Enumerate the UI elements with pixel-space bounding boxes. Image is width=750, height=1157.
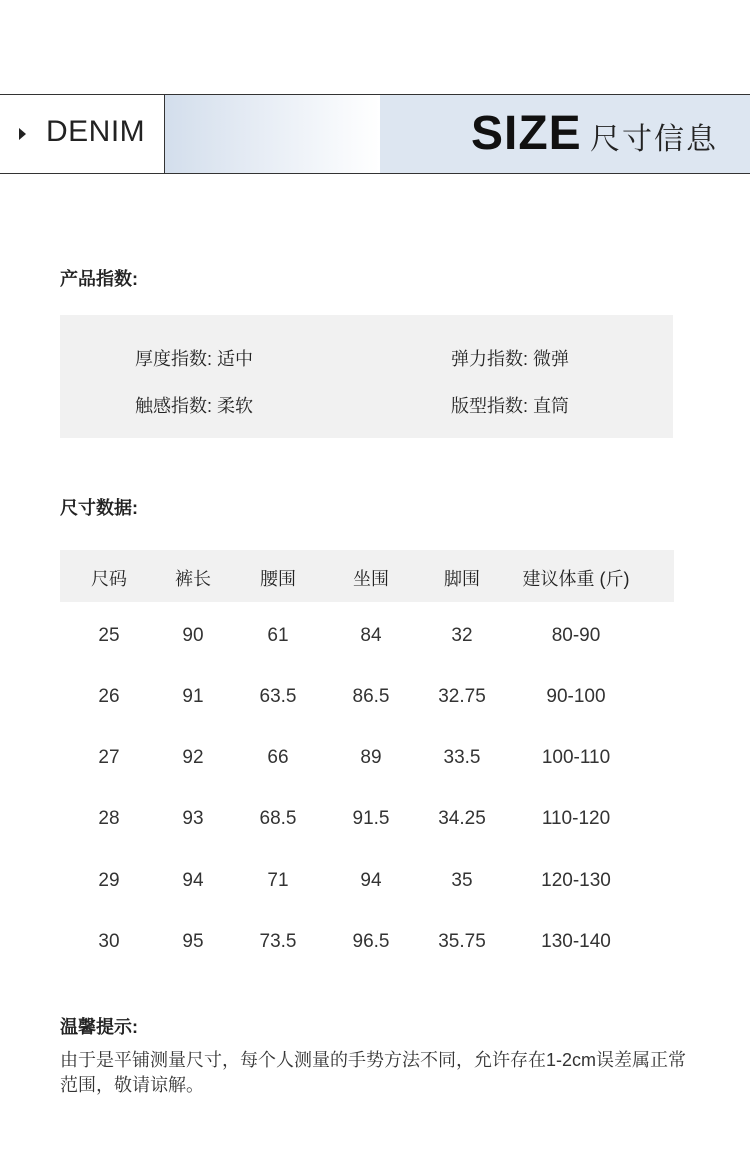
table-cell: 91.5 — [352, 808, 390, 829]
table-cell: 100-110 — [541, 747, 611, 768]
table-cell: 93 — [182, 808, 204, 829]
table-header-cell: 尺码 — [91, 569, 127, 589]
triangle-right-icon — [19, 128, 26, 140]
table-cell: 63.5 — [259, 686, 297, 707]
table-cell: 66 — [267, 747, 289, 768]
table-cell: 94 — [360, 870, 382, 891]
table-cell: 96.5 — [352, 931, 390, 952]
table-cell: 32 — [451, 625, 473, 646]
table-cell: 110-120 — [541, 808, 611, 829]
index-value: 微弹 — [533, 349, 570, 369]
index-label: 触感指数: — [135, 396, 213, 416]
table-cell: 26 — [98, 686, 120, 707]
index-value: 适中 — [217, 349, 254, 369]
size-title-en: SIZE — [471, 107, 582, 160]
index-item-elasticity — [451, 345, 569, 371]
table-cell: 34.25 — [438, 808, 486, 829]
table-cell: 120-130 — [541, 870, 611, 891]
table-cell: 71 — [267, 870, 289, 891]
table-cell: 92 — [182, 747, 204, 768]
table-cell: 84 — [360, 625, 382, 646]
table-header-cell: 裤长 — [175, 569, 211, 589]
table-cell: 30 — [98, 931, 120, 952]
table-cell: 95 — [182, 931, 204, 952]
size-title-block — [380, 95, 750, 173]
table-cell: 35 — [451, 870, 473, 891]
table-cell: 32.75 — [438, 686, 486, 707]
tip-title: 温馨提示: — [60, 1017, 138, 1037]
brand-label: DENIM — [46, 115, 146, 148]
index-item-fit — [451, 392, 569, 418]
table-cell: 33.5 — [443, 747, 481, 768]
gradient-decoration — [165, 95, 380, 173]
product-index-title: 产品指数: — [60, 269, 138, 289]
table-header-cell: 建议体重 (斤) — [522, 569, 630, 589]
index-label: 厚度指数: — [135, 349, 213, 369]
size-data-title: 尺寸数据: — [60, 498, 138, 518]
brand-block — [0, 95, 165, 173]
table-header-cell: 坐围 — [353, 569, 389, 589]
product-index-panel — [60, 315, 673, 438]
table-cell: 35.75 — [438, 931, 486, 952]
index-value: 直筒 — [533, 396, 570, 416]
table-cell: 25 — [98, 625, 120, 646]
size-title-cn: 尺寸信息 — [590, 122, 718, 157]
table-cell: 29 — [98, 870, 120, 891]
table-cell: 90 — [182, 625, 204, 646]
table-cell: 86.5 — [352, 686, 390, 707]
tip-text: 由于是平铺测量尺寸，每个人测量的手势方法不同，允许存在1-2cm误差属正常范围，敬请谅解。 — [60, 1050, 687, 1095]
table-cell: 91 — [182, 686, 204, 707]
table-cell: 89 — [360, 747, 382, 768]
table-header-cell: 腰围 — [260, 569, 296, 589]
table-cell: 61 — [267, 625, 289, 646]
index-item-touch — [135, 392, 253, 418]
index-item-thickness — [135, 345, 253, 371]
table-cell: 130-140 — [541, 931, 611, 952]
table-cell: 80-90 — [551, 625, 601, 646]
table-cell: 28 — [98, 808, 120, 829]
index-label: 弹力指数: — [451, 349, 529, 369]
index-value: 柔软 — [217, 396, 254, 416]
table-cell: 27 — [98, 747, 120, 768]
table-cell: 68.5 — [259, 808, 297, 829]
table-header-cell: 脚围 — [444, 569, 480, 589]
header-band — [0, 94, 750, 174]
table-cell: 94 — [182, 870, 204, 891]
table-cell: 90-100 — [546, 686, 606, 707]
index-label: 版型指数: — [451, 396, 529, 416]
table-cell: 73.5 — [259, 931, 297, 952]
